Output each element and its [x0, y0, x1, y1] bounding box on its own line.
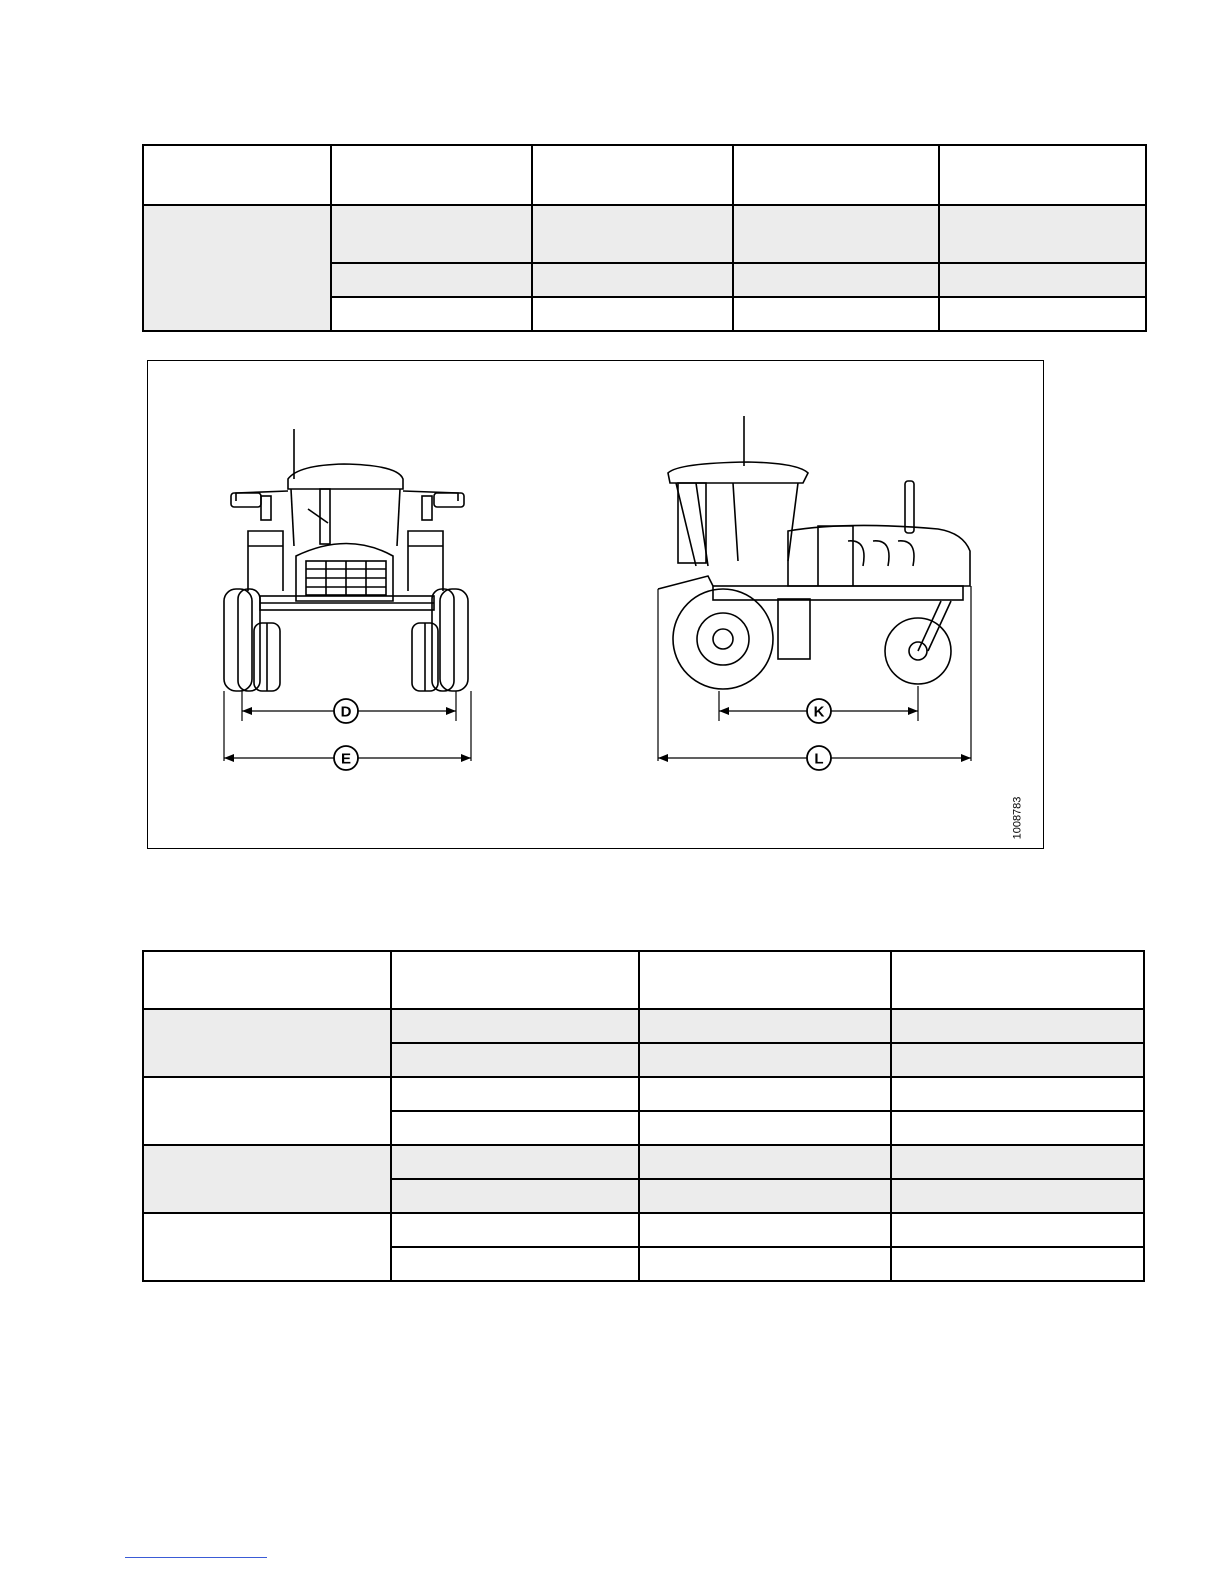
table-cell	[891, 1077, 1144, 1111]
header-cell	[639, 951, 891, 1009]
table-cell	[331, 205, 532, 263]
table-row	[143, 1077, 1144, 1111]
table-cell	[639, 1009, 891, 1043]
front-view-drawing	[224, 429, 468, 691]
table-cell	[532, 263, 733, 297]
header-cell	[143, 145, 331, 205]
callout-l-label: L	[814, 750, 824, 768]
footer-rule	[125, 1557, 267, 1558]
table-row	[143, 1213, 1144, 1247]
table-cell	[891, 1009, 1144, 1043]
table-row	[143, 205, 1146, 263]
table-cell	[891, 1111, 1144, 1145]
table-cell	[532, 297, 733, 331]
header-cell	[331, 145, 532, 205]
dimension-figure	[147, 360, 1044, 849]
callout-e	[334, 746, 358, 770]
windrower-drawings	[148, 361, 1045, 850]
table-cell	[331, 297, 532, 331]
table-cell	[639, 1043, 891, 1077]
row-group-cell	[143, 205, 331, 331]
table-cell	[391, 1009, 639, 1043]
header-cell	[391, 951, 639, 1009]
table-cell	[891, 1145, 1144, 1179]
header-cell	[532, 145, 733, 205]
table-cell	[391, 1043, 639, 1077]
table-cell	[733, 263, 939, 297]
table-cell	[733, 205, 939, 263]
dimension-lines	[224, 586, 971, 761]
table-cell	[891, 1179, 1144, 1213]
table-cell	[733, 297, 939, 331]
table-cell	[391, 1111, 639, 1145]
row-group-cell	[143, 1213, 391, 1281]
header-cell	[939, 145, 1146, 205]
callout-d-label: D	[340, 703, 352, 721]
dimensions-table-top	[142, 144, 1147, 332]
callout-k-label: K	[813, 703, 825, 721]
table-header-row	[143, 951, 1144, 1009]
table-cell	[939, 263, 1146, 297]
callout-l	[807, 746, 831, 770]
table-cell	[639, 1145, 891, 1179]
table-cell	[891, 1247, 1144, 1281]
callout-d	[334, 699, 358, 723]
header-cell	[733, 145, 939, 205]
callout-k	[807, 699, 831, 723]
table-cell	[391, 1247, 639, 1281]
table-cell	[891, 1213, 1144, 1247]
table-cell	[939, 297, 1146, 331]
table-cell	[639, 1247, 891, 1281]
table-cell	[639, 1179, 891, 1213]
row-group-cell	[143, 1009, 391, 1077]
table-cell	[532, 205, 733, 263]
callout-e-label: E	[340, 750, 352, 768]
side-view-drawing	[658, 416, 970, 689]
table-row	[143, 1145, 1144, 1179]
table-header-row	[143, 145, 1146, 205]
figure-id: 1008783	[1011, 796, 1024, 840]
table-cell	[639, 1077, 891, 1111]
row-group-cell	[143, 1145, 391, 1213]
table-cell	[331, 263, 532, 297]
table-cell	[639, 1111, 891, 1145]
row-group-cell	[143, 1077, 391, 1145]
table-cell	[391, 1145, 639, 1179]
header-cell	[143, 951, 391, 1009]
table-cell	[891, 1043, 1144, 1077]
table-cell	[391, 1077, 639, 1111]
table-cell	[391, 1213, 639, 1247]
table-cell	[939, 205, 1146, 263]
table-cell	[391, 1179, 639, 1213]
table-row	[143, 1009, 1144, 1043]
dimensions-table-bottom	[142, 950, 1145, 1282]
header-cell	[891, 951, 1144, 1009]
table-cell	[639, 1213, 891, 1247]
